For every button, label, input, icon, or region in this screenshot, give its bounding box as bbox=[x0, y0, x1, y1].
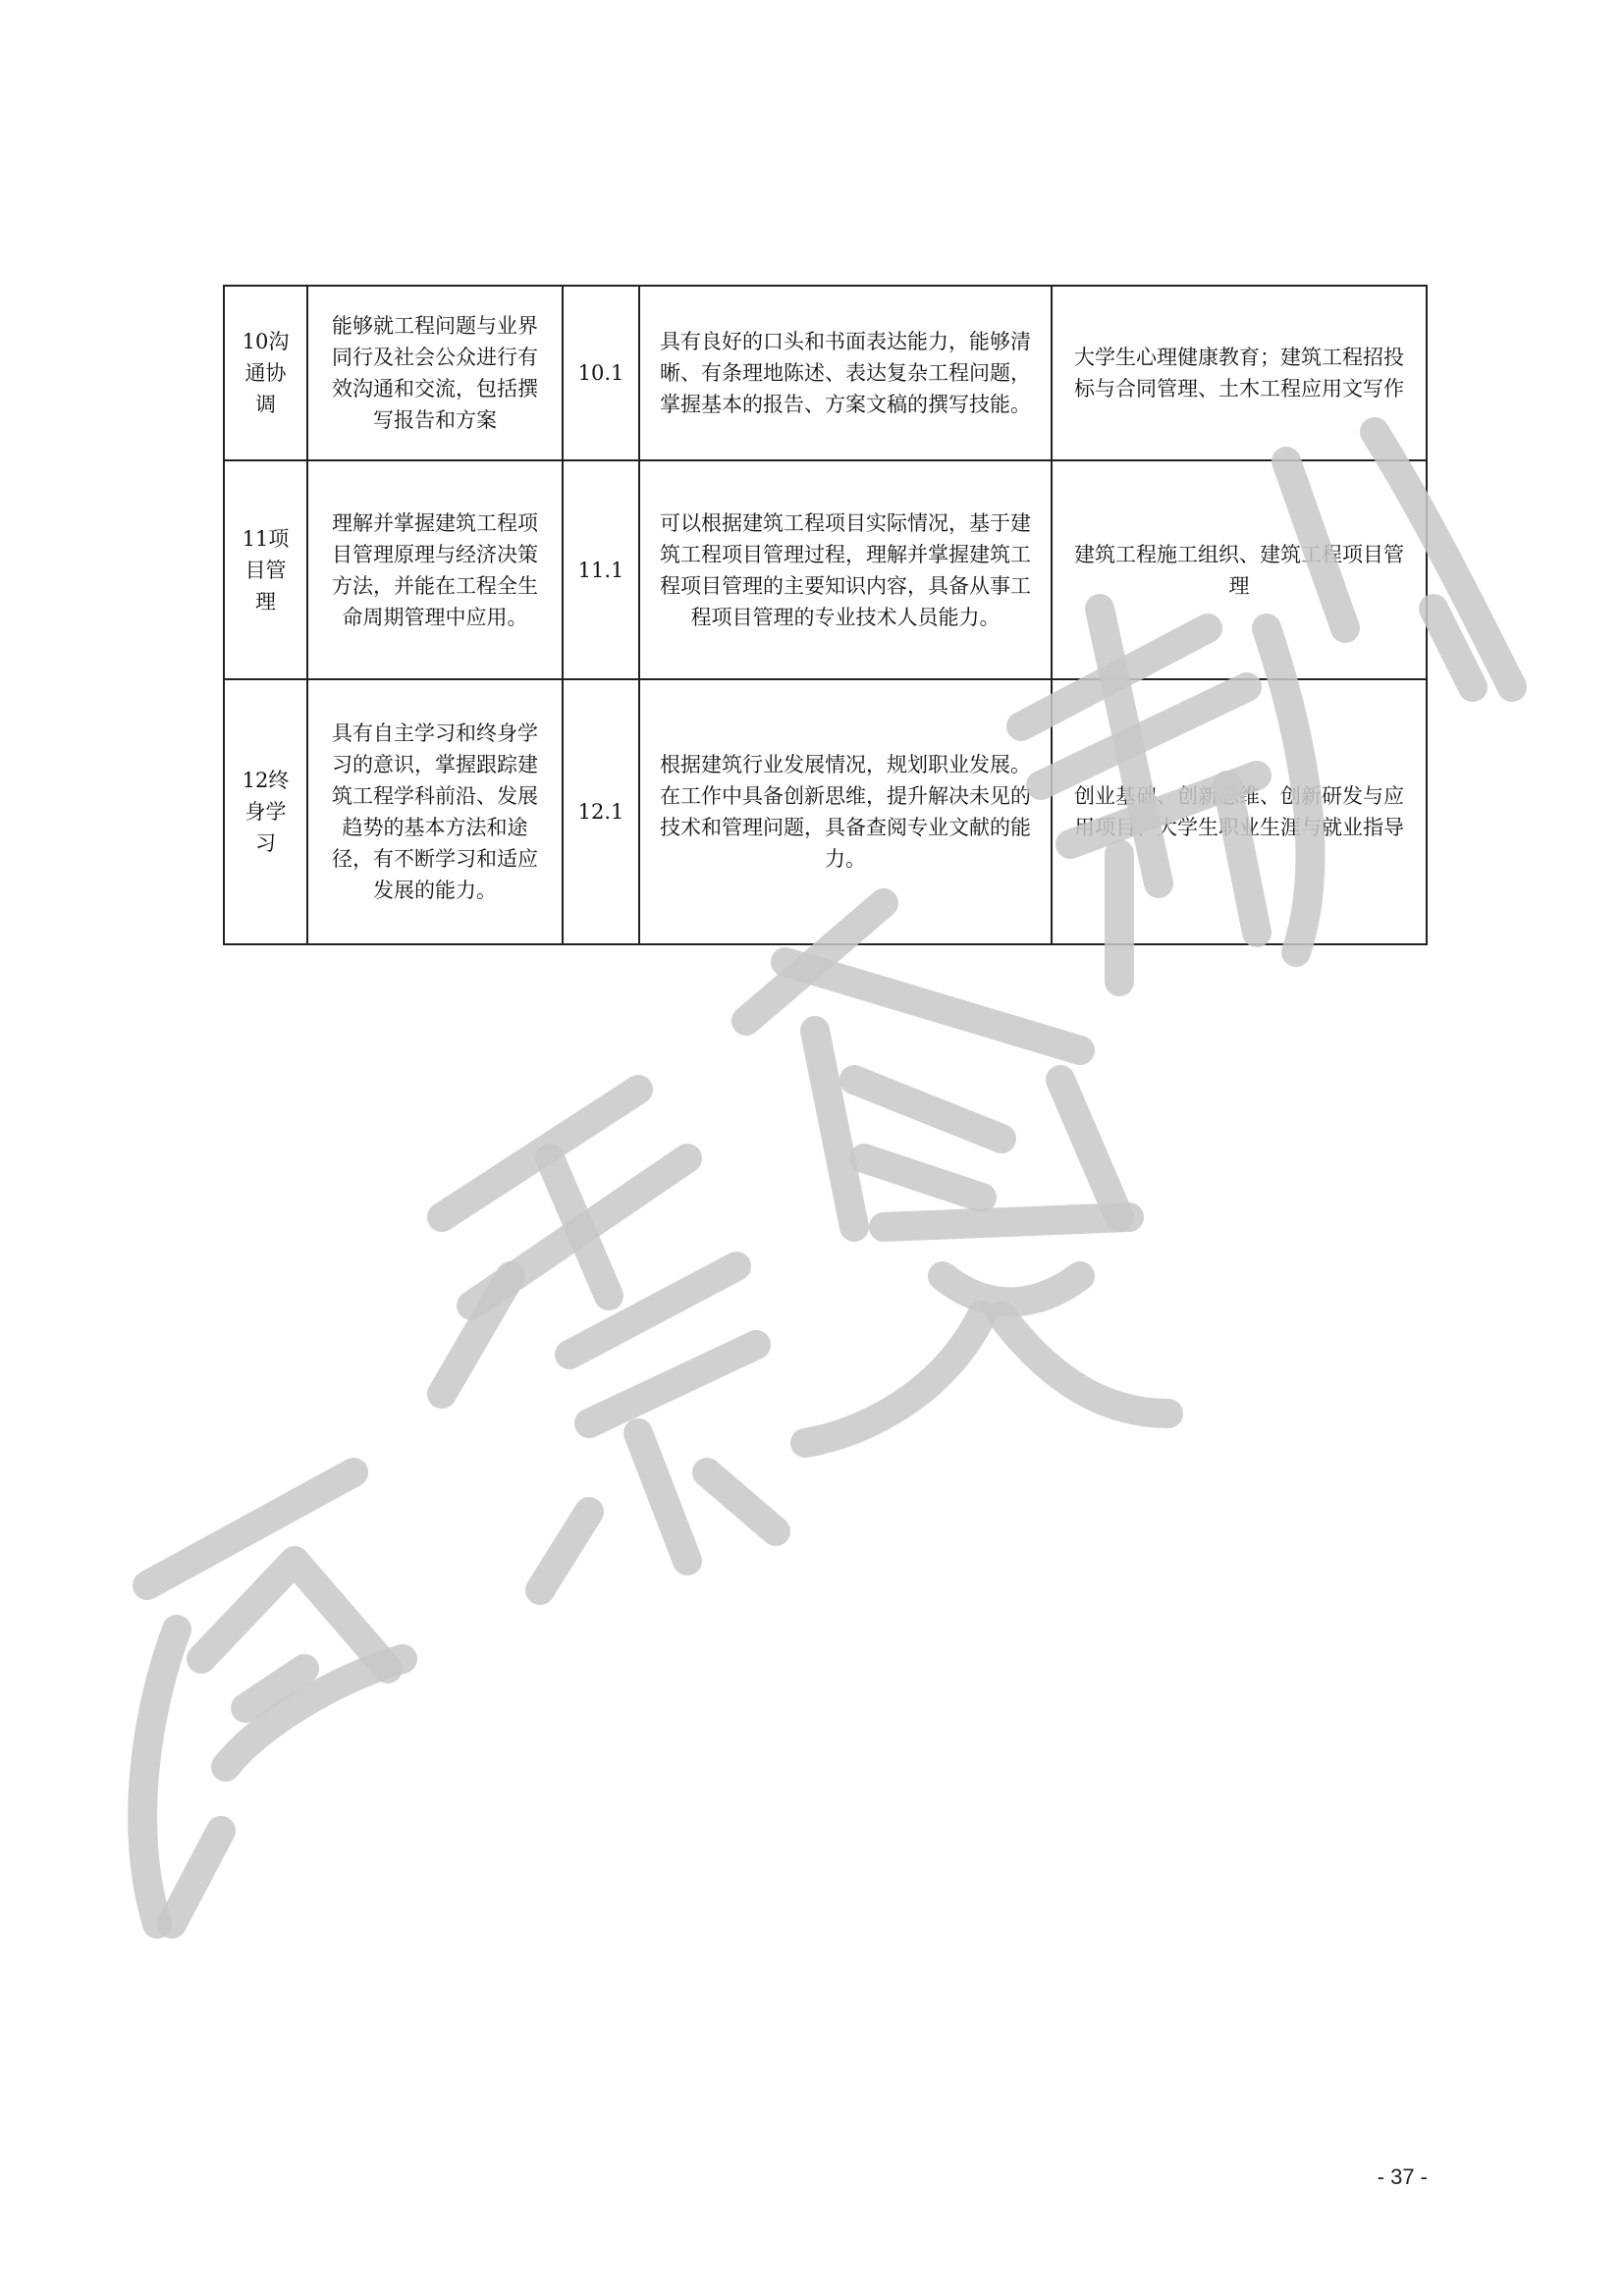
indicator-number-cell bbox=[563, 286, 639, 460]
indicator-text: 根据建筑行业发展情况，规划职业发展。在工作中具备创新思维，提升解决未见的技术和管理问题，具备查阅专业文献的能力。 bbox=[660, 753, 1031, 871]
courses-cell bbox=[1052, 460, 1427, 679]
indicator-number: 12.1 bbox=[577, 800, 624, 824]
courses-cell bbox=[1052, 286, 1427, 460]
requirement-name: 11项目管理 bbox=[242, 526, 290, 614]
indicator-number-cell bbox=[563, 679, 639, 944]
indicator-text: 具有良好的口头和书面表达能力，能够清晰、有条理地陈述、表达复杂工程问题，掌握基本的报告、方案文稿的撰写技能。 bbox=[660, 330, 1031, 416]
requirement-name-cell bbox=[224, 679, 307, 944]
requirement-name-cell bbox=[224, 460, 307, 679]
supporting-courses: 大学生心理健康教育；建筑工程招投标与合同管理、土木工程应用文写作 bbox=[1074, 346, 1404, 400]
supporting-courses: 建筑工程施工组织、建筑工程项目管理 bbox=[1074, 542, 1404, 598]
requirement-description-cell bbox=[307, 679, 563, 944]
page-number: - 37 - bbox=[1377, 2164, 1428, 2189]
requirement-name: 10沟通协调 bbox=[242, 330, 290, 416]
indicator-cell bbox=[639, 286, 1052, 460]
graduation-requirements-table bbox=[223, 285, 1428, 945]
supporting-courses: 创业基础、创新思维、创新研发与应用项目、大学生职业生涯与就业指导 bbox=[1074, 784, 1404, 839]
indicator-number-cell bbox=[563, 460, 639, 679]
requirement-name-cell bbox=[224, 286, 307, 460]
indicator-cell bbox=[639, 460, 1052, 679]
requirement-description: 能够就工程问题与业界同行及社会公众进行有效沟通和交流，包括撰写报告和方案 bbox=[332, 314, 538, 432]
table-row bbox=[224, 286, 1427, 460]
indicator-cell bbox=[639, 679, 1052, 944]
table-row bbox=[224, 460, 1427, 679]
requirement-description: 理解并掌握建筑工程项目管理原理与经济决策方法，并能在工程全生命周期管理中应用。 bbox=[332, 510, 538, 629]
requirement-description: 具有自主学习和终身学习的意识，掌握跟踪建筑工程学科前沿、发展趋势的基本方法和途径，有不断学习和适应发展的能力。 bbox=[332, 721, 538, 902]
indicator-number: 10.1 bbox=[577, 361, 624, 385]
requirement-description-cell bbox=[307, 460, 563, 679]
courses-cell bbox=[1052, 679, 1427, 944]
indicator-text: 可以根据建筑工程项目实际情况，基于建筑工程项目管理过程，理解并掌握建筑工程项目管理的主要知识内容，具备从事工程项目管理的专业技术人员能力。 bbox=[660, 510, 1031, 629]
requirement-description-cell bbox=[307, 286, 563, 460]
requirement-name: 12终身学习 bbox=[242, 769, 290, 855]
table-row bbox=[224, 679, 1427, 944]
indicator-number: 11.1 bbox=[577, 558, 624, 582]
